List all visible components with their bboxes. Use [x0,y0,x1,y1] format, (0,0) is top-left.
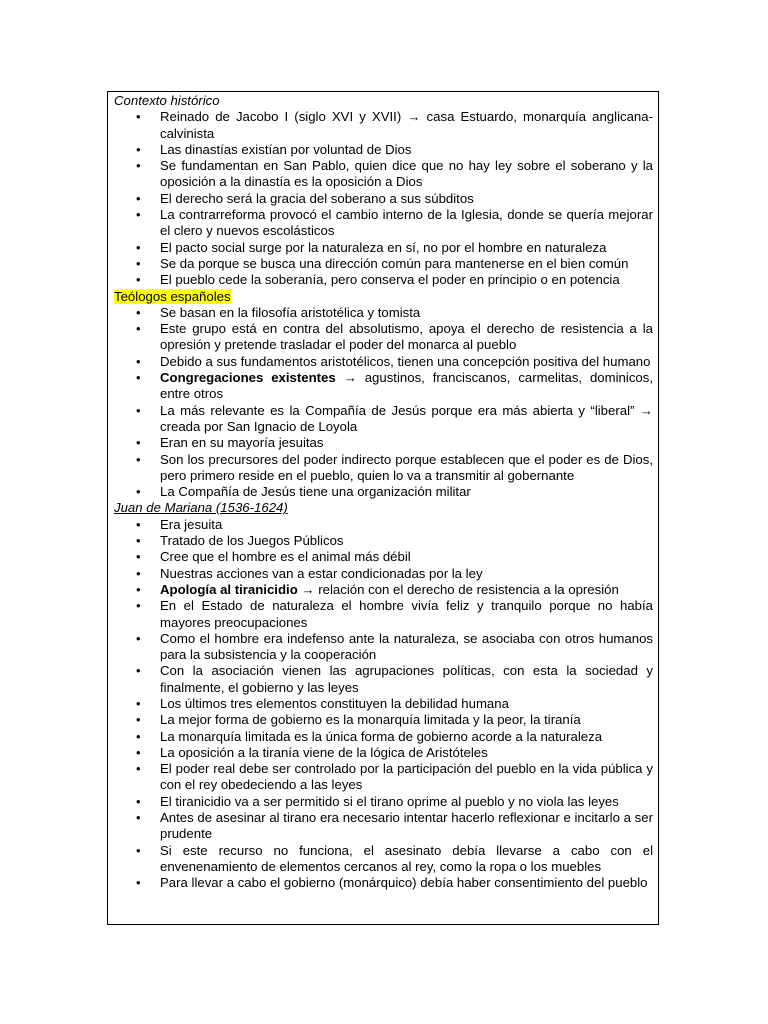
bullet-icon: • [136,239,141,255]
bullet-icon: • [136,549,141,565]
list-item-text: Como el hombre era indefenso ante la naturaleza, se asociaba con otros humanos para la subsistencia y la cooperación [160,630,653,663]
section-heading-text: Contexto histórico [114,93,220,108]
list-item [114,484,653,500]
list-item [114,207,653,240]
bullet-icon: • [136,533,141,549]
bullet-icon: • [136,402,141,418]
bullet-icon: • [136,141,141,157]
list-item [114,843,653,876]
bullet-icon: • [136,158,141,174]
list-item-text: Si este recurso no funciona, el asesinato debía llevarse a cabo con el envenenamiento de elementos cercanos al rey, como la ropa o los muebles [160,842,653,874]
list-item [114,109,653,142]
list-item [114,582,653,598]
list-item-text: Antes de asesinar al tirano era necesario intentar hacerlo reflexionar e incitarlo a ser prudente [160,810,653,842]
list-item-text: Nuestras acciones van a estar condicionadas por la ley [160,565,483,581]
list-item-text: En el Estado de naturaleza el hombre vivía feliz y tranquilo porque no había mayores preocupaciones [160,598,653,630]
bullet-icon: • [136,810,141,826]
bullet-icon: • [136,304,141,320]
bullet-icon: • [136,190,141,206]
bullet-icon: • [136,207,141,223]
section-heading-text: Juan de Mariana (1536-1624) [114,500,288,516]
bullet-list [114,517,653,892]
list-item-text: La oposición a la tiranía viene de la lógica de Aristóteles [160,744,488,760]
bullet-icon: • [136,581,141,597]
list-item-text: La monarquía limitada es la única forma de gobierno acorde a la naturaleza [160,728,603,744]
list-item [114,729,653,745]
list-item-text: Era jesuita [160,516,223,532]
list-item [114,321,653,354]
section-heading [114,93,653,109]
list-item [114,810,653,843]
list-item-text: Cree que el hombre es el animal más débil [160,549,411,565]
bullet-icon: • [136,565,141,581]
list-item-text: La contrarreforma provocó el cambio interno de la Iglesia, donde se quería mejorar el clero y nuevos escolásticos [160,207,653,239]
bullet-icon: • [136,451,141,467]
bullet-icon: • [136,875,141,891]
list-item-text: Las dinastías existían por voluntad de Dios [160,141,412,157]
list-item [114,370,653,403]
section-heading [114,289,653,305]
list-item [114,875,653,891]
list-item-text: Son los precursores del poder indirecto porque establecen que el poder es de Dios, pero primero reside en el pueblo, quien lo va a transmitir al gobernante [160,451,653,483]
list-item [114,452,653,485]
bullet-icon: • [136,761,141,777]
bullet-icon: • [136,598,141,614]
list-item-text: Debido a sus fundamentos aristotélicos, tienen una concepción positiva del humano [160,353,651,369]
document-box [107,91,659,925]
bullet-icon: • [136,712,141,728]
bullet-icon: • [136,695,141,711]
bullet-icon: • [136,435,141,451]
list-item-text: Eran en su mayoría jesuitas [160,435,324,451]
list-item-bold-text: Congregaciones existentes [160,370,336,386]
bullet-icon: • [136,663,141,679]
list-item [114,142,653,158]
list-item [114,794,653,810]
bullet-icon: • [136,744,141,760]
list-item-text: Para llevar a cabo el gobierno (monárquico) debía haber consentimiento del pueblo [160,875,648,891]
bullet-icon: • [136,516,141,532]
list-item [114,549,653,565]
bullet-icon: • [136,484,141,500]
list-item [114,403,653,436]
list-item [114,305,653,321]
bullet-icon: • [136,353,141,369]
list-item-text: El derecho será la gracia del soberano a sus súbditos [160,190,474,206]
list-item-text: El pacto social surge por la naturaleza en sí, no por el hombre en naturaleza [160,239,607,255]
bullet-icon: • [136,728,141,744]
section-heading-text: Teólogos españoles [114,288,231,304]
list-item-text: Reinado de Jacobo I (siglo XVI y XVII) → casa Estuardo, monarquía anglicana-calvinista [160,109,653,141]
list-item [114,745,653,761]
list-item [114,598,653,631]
bullet-icon: • [136,370,141,386]
list-item [114,761,653,794]
list-item-text: El pueblo cede la soberanía, pero conserva el poder en principio o en potencia [160,272,620,288]
bullet-icon: • [136,793,141,809]
bullet-list [114,305,653,501]
list-item-text: Se fundamentan en San Pablo, quien dice que no hay ley sobre el soberano y la oposición a la dinastía es la oposición a Dios [160,158,653,190]
list-item-text: Tratado de los Juegos Públicos [160,533,344,549]
list-item-text: La Compañía de Jesús tiene una organización militar [160,484,471,500]
list-item [114,533,653,549]
bullet-icon: • [136,321,141,337]
list-item [114,272,653,288]
list-item [114,191,653,207]
list-item-text: La más relevante es la Compañía de Jesús porque era más abierta y “liberal” → creada por San Ignacio de Loyola [160,402,653,434]
list-item [114,631,653,664]
list-item-text: El tiranicidio va a ser permitido si el tirano oprime al pueblo y no viola las leyes [160,793,619,809]
list-item-text: Con la asociación vienen las agrupaciones políticas, con esta la sociedad y finalmente, el gobierno y las leyes [160,663,653,695]
list-item-text: → agustinos, franciscanos, carmelitas, dominicos, entre otros [160,370,654,402]
list-item-text: Se da porque se busca una dirección común para mantenerse en el bien común [160,255,629,271]
list-item-text: Los últimos tres elementos constituyen la debilidad humana [160,695,509,711]
list-item-text: El poder real debe ser controlado por la participación del pueblo en la vida pública y con el rey obedeciendo a las leyes [160,761,653,793]
list-item [114,240,653,256]
bullet-icon: • [136,842,141,858]
bullet-icon: • [136,255,141,271]
bullet-icon: • [136,109,141,125]
list-item-text: Este grupo está en contra del absolutismo, apoya el derecho de resistencia a la opresión y pretende trasladar el poder del monarca al pueblo [160,321,653,353]
list-item [114,435,653,451]
list-item [114,517,653,533]
list-item [114,158,653,191]
bullet-list [114,109,653,288]
list-item-text: La mejor forma de gobierno es la monarquía limitada y la peor, la tiranía [160,712,581,728]
bullet-icon: • [136,630,141,646]
list-item [114,354,653,370]
bullet-icon: • [136,272,141,288]
list-item [114,566,653,582]
list-item-text: Se basan en la filosofía aristotélica y tomista [160,304,421,320]
list-item [114,256,653,272]
list-item [114,663,653,696]
list-item [114,696,653,712]
list-item [114,712,653,728]
list-item-text: → relación con el derecho de resistencia a la opresión [297,581,619,597]
section-heading [114,500,653,516]
list-item-bold-text: Apología al tiranicidio [160,581,298,597]
